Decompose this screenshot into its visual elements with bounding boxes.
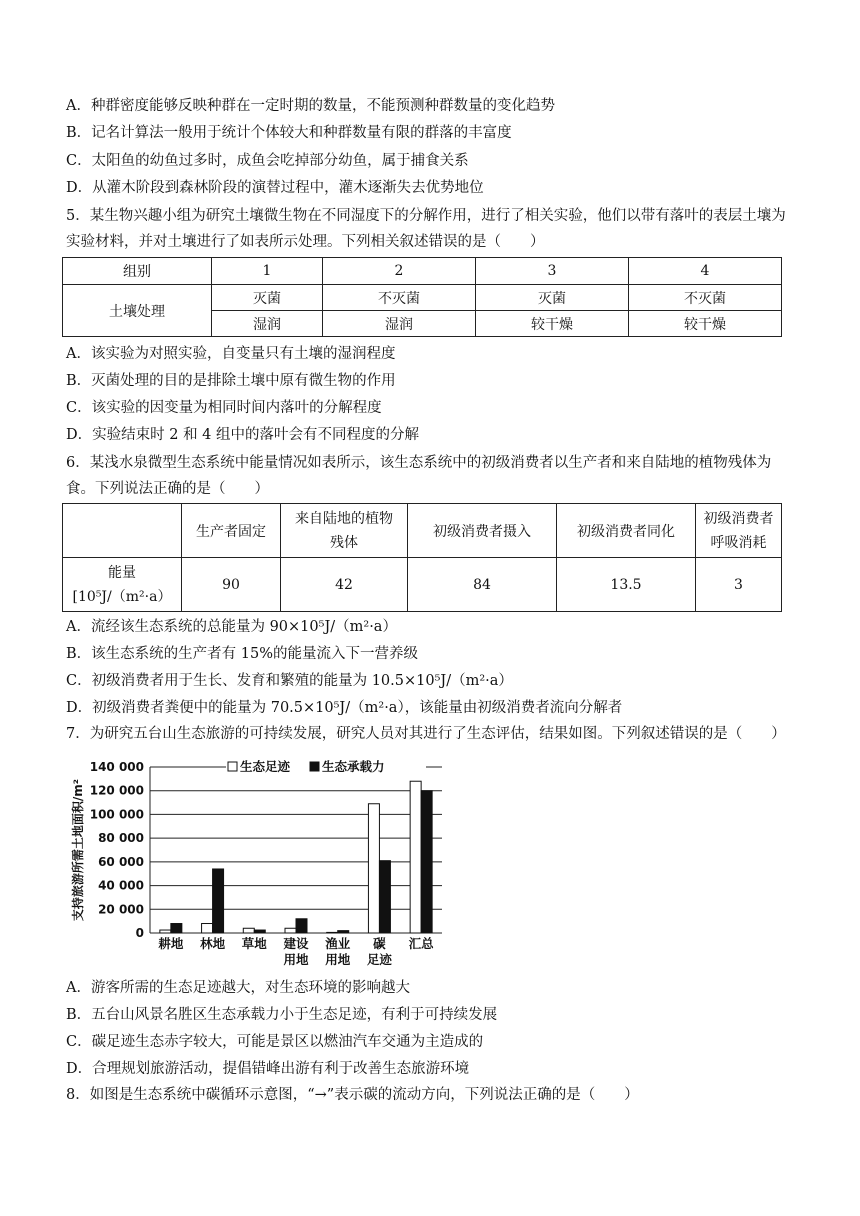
q6-col-producer: 生产者固定 xyxy=(182,504,281,558)
y-tick-label: 20 000 xyxy=(98,902,144,917)
q8-stem: 8．如图是生态系统中碳循环示意图，“→”表示碳的流动方向，下列说法正确的是（ ） xyxy=(66,1087,639,1103)
q6-value-land-residue: 42 xyxy=(281,558,408,612)
q5-group-1: 1 xyxy=(212,258,323,285)
bar xyxy=(171,924,182,933)
y-tick-label: 140 000 xyxy=(89,760,144,774)
x-tick-label: 草地 xyxy=(241,936,267,951)
q6-option-d: D．初级消费者粪便中的能量为 70.5×10⁵J/（m²·a），该能量由初级消费者流向分解者 xyxy=(66,700,623,716)
q5-option-c: C．该实验的因变量为相同时间内落叶的分解程度 xyxy=(66,400,382,416)
bar xyxy=(202,924,213,933)
q5-group-label: 组别 xyxy=(63,258,212,285)
q7-option-c: C．碳足迹生态赤字较大，可能是景区以燃油汽车交通为主造成的 xyxy=(66,1034,484,1050)
q6-col-respiration-line1: 初级消费者 xyxy=(703,510,774,527)
q5-stem: 5．某生物兴趣小组为研究土壤微生物在不同湿度下的分解作用，进行了相关实验，他们以带有落叶的表层土壤为实验材料，并对土壤进行了如表所示处理。下列相关叙述错误的是（ ） xyxy=(66,208,786,250)
q6-value-producer: 90 xyxy=(182,558,281,612)
legend-label: 生态承载力 xyxy=(322,759,385,774)
q5-sterilize-3: 灭菌 xyxy=(476,285,629,311)
q6-option-a: A．流经该生态系统的总能量为 90×10⁵J/（m²·a） xyxy=(66,619,397,635)
q6-col-assimilated: 初级消费者同化 xyxy=(557,504,696,558)
q5-group-2: 2 xyxy=(323,258,476,285)
q7-option-b: B．五台山风景名胜区生态承载力小于生态足迹，有利于可持续发展 xyxy=(66,1007,498,1023)
x-tick-label: 建设 xyxy=(283,936,309,951)
q5-treatment-label: 土壤处理 xyxy=(63,285,212,337)
bar xyxy=(243,928,254,933)
x-tick-label-line2: 足迹 xyxy=(366,952,392,967)
x-tick-label: 碳 xyxy=(373,936,386,951)
q6-row-label-line2: [10⁵J/（m²·a） xyxy=(72,588,172,605)
bar xyxy=(421,791,432,933)
q4-option-b: B．记名计算法一般用于统计个体较大和种群数量有限的群落的丰富度 xyxy=(66,125,512,141)
q7-bar-chart xyxy=(70,755,450,977)
q5-sterilize-2: 不灭菌 xyxy=(323,285,476,311)
bar xyxy=(410,781,421,933)
bar xyxy=(368,804,379,933)
x-tick-label-line2: 用地 xyxy=(325,952,351,967)
q5-option-d: D．实验结束时 2 和 4 组中的落叶会有不同程度的分解 xyxy=(66,427,420,443)
bar xyxy=(160,930,171,933)
q4-option-c: C．太阳鱼的幼鱼过多时，成鱼会吃掉部分幼鱼，属于捕食关系 xyxy=(66,153,469,169)
q5-sterilize-4: 不灭菌 xyxy=(629,285,782,311)
q4-option-a: A．种群密度能够反映种群在一定时期的数量，不能预测种群数量的变化趋势 xyxy=(66,98,555,114)
q4-option-d: D．从灌木阶段到森林阶段的演替过程中，灌木逐渐失去优势地位 xyxy=(66,180,484,196)
x-tick-label: 汇总 xyxy=(408,936,434,951)
q6-row-label xyxy=(63,558,182,612)
q6-col-intake: 初级消费者摄入 xyxy=(408,504,557,558)
q5-group-3: 3 xyxy=(476,258,629,285)
bar xyxy=(338,931,349,933)
q6-table xyxy=(62,503,782,612)
q6-col-respiration xyxy=(696,504,782,558)
q6-stem: 6．某浅水泉微型生态系统中能量情况如表所示，该生态系统中的初级消费者以生产者和来自陆地的植物残体为食。下列说法正确的是（ ） xyxy=(66,455,772,497)
q5-moisture-1: 湿润 xyxy=(212,311,323,337)
q5-moisture-3: 较干燥 xyxy=(476,311,629,337)
q6-option-b: B．该生态系统的生产者有 15%的能量流入下一营养级 xyxy=(66,646,418,662)
legend-swatch xyxy=(228,762,237,771)
legend-swatch xyxy=(310,762,319,771)
q6-option-c: C．初级消费者用于生长、发育和繁殖的能量为 10.5×10⁵J/（m²·a） xyxy=(66,673,513,689)
x-tick-label: 渔业 xyxy=(325,936,351,951)
q6-col-respiration-line2: 呼吸消耗 xyxy=(710,534,767,551)
bar xyxy=(327,932,338,933)
bar xyxy=(296,919,307,933)
y-tick-label: 100 000 xyxy=(89,807,144,822)
bar xyxy=(379,861,390,933)
q5-option-a: A．该实验为对照实验，自变量只有土壤的湿润程度 xyxy=(66,346,396,362)
q5-moisture-2: 湿润 xyxy=(323,311,476,337)
bar xyxy=(213,869,224,933)
q6-col-land-residue xyxy=(281,504,408,558)
q6-col-land-residue-line2: 残体 xyxy=(330,534,358,551)
q5-sterilize-1: 灭菌 xyxy=(212,285,323,311)
q5-table xyxy=(62,257,782,337)
q6-header-blank xyxy=(63,504,182,558)
q5-option-b: B．灭菌处理的目的是排除土壤中原有微生物的作用 xyxy=(66,373,396,389)
bar xyxy=(285,928,296,933)
bar xyxy=(254,930,265,933)
q5-moisture-4: 较干燥 xyxy=(629,311,782,337)
x-tick-label: 林地 xyxy=(200,936,226,951)
q6-value-assimilated: 13.5 xyxy=(557,558,696,612)
q7-option-a: A．游客所需的生态足迹越大，对生态环境的影响越大 xyxy=(66,980,410,996)
legend-label: 生态足迹 xyxy=(240,759,291,774)
x-tick-label-line2: 用地 xyxy=(283,952,309,967)
q7-stem: 7．为研究五台山生态旅游的可持续发展，研究人员对其进行了生态评估，结果如图。下列叙述错误的是（ ） xyxy=(66,726,786,742)
y-tick-label: 40 000 xyxy=(98,878,144,893)
y-tick-label: 60 000 xyxy=(98,854,144,869)
q6-row-label-line1: 能量 xyxy=(108,564,136,581)
x-tick-label: 耕地 xyxy=(158,936,184,951)
y-tick-label: 0 xyxy=(135,926,144,940)
q5-group-4: 4 xyxy=(629,258,782,285)
y-tick-label: 120 000 xyxy=(89,783,144,798)
q6-value-respiration: 3 xyxy=(696,558,782,612)
y-tick-label: 80 000 xyxy=(98,831,144,846)
q6-col-land-residue-line1: 来自陆地的植物 xyxy=(295,510,393,527)
q7-option-d: D．合理规划旅游活动，提倡错峰出游有利于改善生态旅游环境 xyxy=(66,1061,470,1077)
y-axis-label: 支持旅游所需土地面积/m² xyxy=(71,778,85,922)
q6-value-intake: 84 xyxy=(408,558,557,612)
